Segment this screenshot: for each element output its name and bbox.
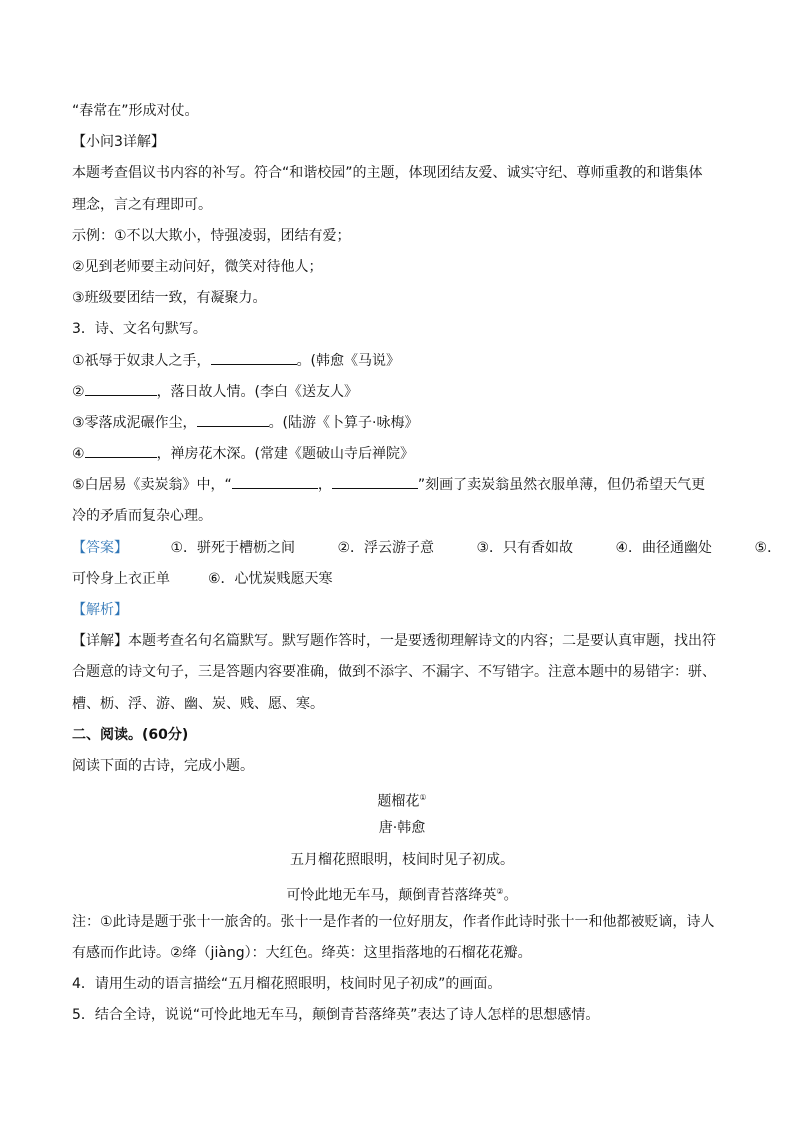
text: ，禅房花木深。(常建《题破山寺后禅院》 <box>156 446 415 463</box>
text: ”刻画了卖炭翁虽然衣服单薄，但仍希望天气更 <box>417 477 706 494</box>
example-line: 示例：①不以大欺小，恃强凌弱，团结有爱； <box>72 227 351 244</box>
note-line: 注：①此诗是题于张十一旅舍的。张十一是作者的一位好朋友，作者作此诗时张十一和他都被贬谪，诗人 <box>72 913 715 930</box>
poem-line: 五月榴花照眼明，枝间时见子初成。 <box>290 851 514 868</box>
question-4: 4．请用生动的语言描绘“五月榴花照眼明，枝间时见子初成”的画面。 <box>72 976 502 993</box>
blank <box>85 383 157 396</box>
analysis-line: 【详解】本题考查名句名篇默写。默写题作答时，一是要透彻理解诗文的内容；二是要认真审题，找出符 <box>72 633 716 650</box>
text: 。(陆游《卜算子·咏梅》 <box>268 414 419 431</box>
fill-item-2 <box>72 377 732 408</box>
subquestion-heading: 【小问3详解】 <box>72 134 165 151</box>
answer-item: ③．只有香如故 <box>476 539 574 556</box>
footnote-marker: ② <box>496 886 504 896</box>
fill-item-3 <box>72 408 732 439</box>
answer-line <box>72 533 782 564</box>
fill-item-5 <box>72 470 732 501</box>
poem-line <box>72 876 732 907</box>
analysis-line: 槽、枥、浮、游、幽、炭、贱、愿、寒。 <box>72 695 324 712</box>
poem-line-text: 可怜此地无车马，颠倒青苔落绛英 <box>286 887 497 904</box>
fill-item-4 <box>72 439 732 470</box>
text: ， <box>317 477 332 494</box>
answer-item: 可怜身上衣正单 <box>72 570 170 587</box>
text: ⑤白居易《卖炭翁》中，“ <box>72 477 232 494</box>
text: ，落日故人情。(李白《送友人》 <box>156 383 359 400</box>
text: ④ <box>72 446 85 463</box>
answer-item: ②．浮云游子意 <box>337 539 435 556</box>
blank <box>197 414 269 427</box>
poem-author: 唐·韩愈 <box>378 820 426 837</box>
text: ② <box>72 383 85 400</box>
note-line: 有感而作此诗。②绛（jiàng）：大红色。绛英：这里指落地的石榴花花瓣。 <box>72 945 532 962</box>
fill-item-1 <box>72 346 732 377</box>
text: 。(韩愈《马说》 <box>296 352 401 369</box>
answer-item: ④．曲径通幽处 <box>615 539 713 556</box>
blank <box>211 352 297 365</box>
answer-item: ⑥．心忧炭贱愿天寒 <box>208 570 333 587</box>
footnote-marker: ① <box>419 793 427 803</box>
question-5: 5．结合全诗，说说“可怜此地无车马，颠倒青苔落绛英”表达了诗人怎样的思想感情。 <box>72 1007 600 1024</box>
blank <box>332 476 418 489</box>
paragraph-line: 理念，言之有理即可。 <box>72 196 212 213</box>
answer-item: ⑤． <box>754 539 782 556</box>
example-line: ②见到老师要主动问好，微笑对待他人； <box>72 258 323 275</box>
answer-line-2 <box>72 564 732 595</box>
blank <box>232 476 318 489</box>
analysis-label: 【解析】 <box>72 602 128 618</box>
answer-item: ①．骈死于槽枥之间 <box>170 539 296 556</box>
blank <box>85 445 157 458</box>
poem-title <box>72 782 732 813</box>
paragraph-line: 冷的矛盾而复杂心理。 <box>72 508 212 525</box>
question-title: 3．诗、文名句默写。 <box>72 321 207 338</box>
answer-label: 【答案】 <box>72 539 128 556</box>
text: ③零落成泥碾作尘， <box>72 414 197 431</box>
punct: 。 <box>503 887 518 904</box>
document-page <box>72 96 782 1032</box>
paragraph: “春常在”形成对仗。 <box>72 103 199 119</box>
section-heading: 二、阅读。(60分) <box>72 726 189 743</box>
reading-intro: 阅读下面的古诗，完成小题。 <box>72 757 254 774</box>
example-line: ③班级要团结一致，有凝聚力。 <box>72 290 267 307</box>
poem-title-text: 题榴花 <box>377 793 420 810</box>
text: ①祇辱于奴隶人之手， <box>72 352 211 369</box>
paragraph-line: 本题考查倡议书内容的补写。符合“和谐校园”的主题，体现团结友爱、诚实守纪、尊师重教的和谐集体 <box>72 165 703 182</box>
analysis-line: 合题意的诗文句子，三是答题内容要准确，做到不添字、不漏字、不写错字。注意本题中的易错字：骈、 <box>72 664 716 681</box>
